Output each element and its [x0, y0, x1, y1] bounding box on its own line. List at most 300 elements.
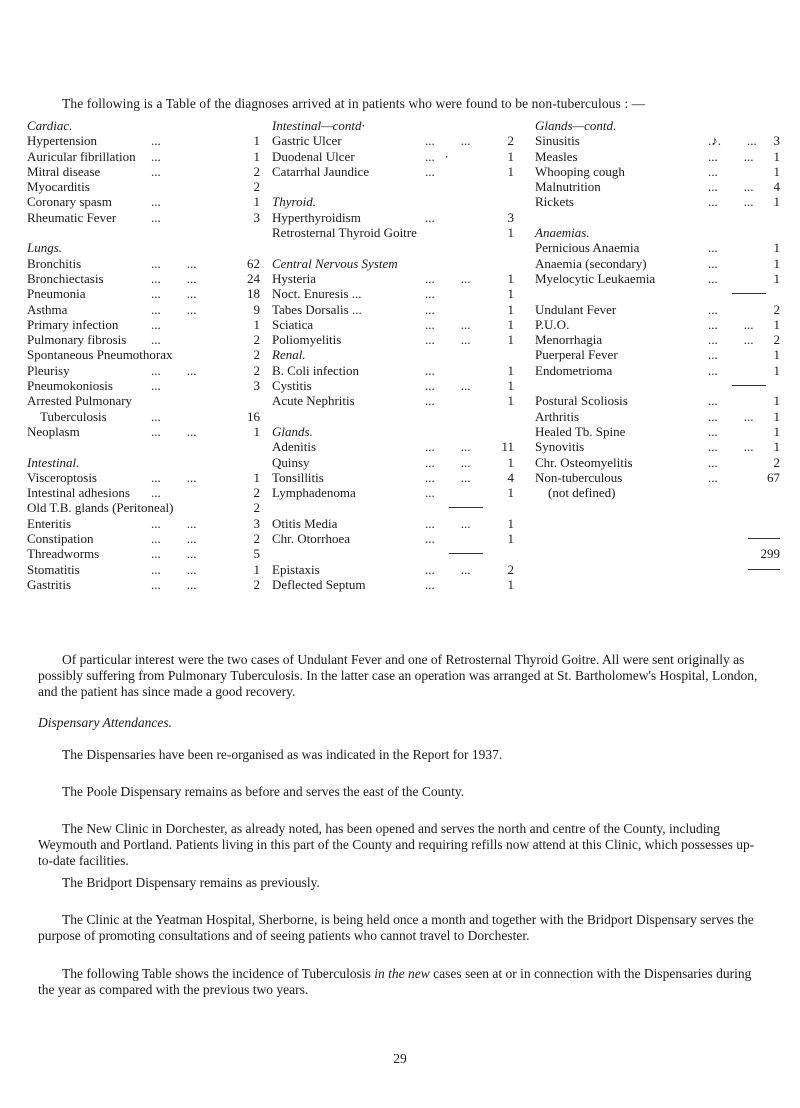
leader-dots: ... ... — [151, 561, 197, 577]
leader-dots: ... — [708, 454, 718, 470]
leader-dots: ... — [425, 286, 435, 302]
diagnosis-label: Postural Scoliosis — [535, 393, 628, 409]
diagnosis-row — [535, 255, 780, 271]
diagnosis-label: Puerperal Fever — [535, 347, 618, 363]
category-label: Glands. — [272, 423, 313, 439]
diagnosis-row — [27, 332, 260, 348]
diagnosis-label: Pleurisy — [27, 362, 70, 378]
leader-dots: ... — [708, 255, 718, 271]
leader-dots: ... ... — [151, 255, 197, 271]
diagnosis-count: 1 — [773, 347, 780, 363]
diagnosis-count: 1 — [773, 163, 780, 179]
leader-dots: ... — [708, 270, 718, 286]
diagnosis-label: Sinusitis — [535, 133, 580, 149]
diagnosis-count: 1 — [507, 163, 514, 179]
diagnosis-label: Otitis Media — [272, 515, 338, 531]
leader-dots: ... — [425, 301, 435, 317]
section-heading: Dispensary Attendances. — [38, 715, 172, 730]
diagnosis-count: 3 — [507, 209, 514, 225]
spacer-row — [27, 439, 79, 454]
diagnosis-count: 1 — [507, 378, 514, 394]
category-heading — [272, 194, 398, 209]
paragraph-poole: The Poole Dispensary remains as before and serves the east of the County. — [62, 784, 465, 799]
category-heading — [272, 347, 398, 362]
diagnosis-label: Non-tuberculous — [535, 469, 623, 485]
paragraph-yeatman: The Clinic at the Yeatman Hospital, Sherborne, is being held once a month and together with the Bridport Dispensary serves the purpose of promoting consultations and of seeing patients who cannot travel to Dorchester. — [38, 912, 754, 943]
notes-paragraph: Of particular interest were the two cases of Undulant Fever and one of Retrosternal Thyroid Goitre. All were sent originally as possibly suffering from Pulmonary Tuberculosis. In the latter case an operation was arranged at St. Bartholomew's Hospital, London, and the patient has since made a good recovery. — [38, 652, 758, 699]
leader-dots: ... ... — [151, 270, 197, 286]
diagnosis-row — [272, 133, 514, 149]
diagnosis-row — [27, 347, 260, 363]
leader-dots: ... — [151, 194, 161, 210]
leader-dots: ... — [151, 332, 161, 348]
leader-dots: ... — [425, 393, 435, 409]
diagnosis-count: 1 — [773, 255, 780, 271]
diagnosis-count: 1 — [507, 576, 514, 592]
diagnosis-label: Intestinal adhesions — [27, 485, 130, 501]
diagnosis-label: Malnutrition — [535, 179, 601, 195]
diagnosis-row — [272, 301, 514, 317]
diagnosis-label: Catarrhal Jaundice — [272, 163, 370, 179]
diagnosis-count: 2 — [253, 332, 260, 348]
diagnosis-count: 1 — [253, 423, 260, 439]
diagnosis-count: 299 — [760, 546, 780, 562]
leader-dots: ... ... — [151, 515, 197, 531]
diagnosis-row — [272, 362, 514, 378]
leader-dots: ... ... — [425, 332, 471, 348]
leader-dots: ... ... — [708, 332, 754, 348]
diagnosis-label: Myocarditis — [27, 179, 90, 195]
diagnosis-row — [535, 454, 780, 470]
diagnosis-count: 2 — [253, 179, 260, 195]
diagnosis-count: 2 — [253, 500, 260, 516]
diagnosis-count: 1 — [773, 148, 780, 164]
diagnosis-label: Arthritis — [535, 408, 580, 424]
category-heading — [27, 240, 79, 255]
diagnosis-count: 1 — [507, 225, 514, 241]
diagnosis-label: Asthma — [27, 301, 68, 317]
diagnosis-count: 4 — [507, 469, 514, 485]
diagnosis-count: 3 — [253, 209, 260, 225]
diagnosis-count: 3 — [773, 133, 780, 149]
leader-dots: ... — [425, 485, 435, 501]
diagnosis-row — [27, 179, 260, 195]
leader-dots: ... — [425, 209, 435, 225]
separator-rule — [449, 553, 483, 554]
diagnosis-count: 1 — [773, 194, 780, 210]
diagnosis-label: Neoplasm — [27, 423, 80, 439]
diagnosis-row — [535, 148, 780, 164]
diagnosis-label: Measles — [535, 148, 578, 164]
diagnosis-label: Sciatica — [272, 316, 314, 332]
diagnosis-count: 1 — [507, 301, 514, 317]
diagnosis-row — [27, 148, 260, 164]
diagnosis-row — [272, 225, 514, 241]
diagnosis-row — [535, 270, 780, 286]
diagnosis-count: 1 — [507, 485, 514, 501]
diagnosis-count: 1 — [773, 316, 780, 332]
category-label: Thyroid. — [272, 194, 316, 210]
diagnosis-row — [535, 423, 780, 439]
diagnosis-label: Visceroptosis — [27, 469, 97, 485]
diagnosis-count: 2 — [773, 332, 780, 348]
diagnosis-row — [27, 270, 260, 286]
category-label: Intestinal—contd· — [272, 118, 365, 133]
leader-dots: ... ... — [425, 515, 471, 531]
diagnosis-label: Lymphadenoma — [272, 485, 356, 501]
leader-dots: ... — [708, 362, 718, 378]
diagnosis-count: 2 — [253, 347, 260, 363]
diagnosis-label: Pneumokoniosis — [27, 378, 113, 394]
diagnosis-row — [27, 194, 260, 210]
leader-dots: ... — [708, 423, 718, 439]
diagnosis-row — [27, 515, 260, 531]
category-heading — [27, 455, 79, 470]
diagnosis-label: Tuberculosis — [40, 408, 107, 424]
leader-dots: ... ... — [708, 408, 754, 424]
diagnosis-row — [272, 270, 514, 286]
diagnosis-row — [27, 500, 260, 516]
diagnosis-row — [27, 301, 260, 317]
separator-rule — [732, 385, 766, 386]
diagnosis-count: 1 — [773, 408, 780, 424]
leader-dots: ... ... — [151, 362, 197, 378]
leader-dots: ... — [425, 576, 435, 592]
diagnosis-count: 11 — [501, 439, 514, 455]
diagnosis-row — [27, 546, 260, 562]
diagnosis-count: 4 — [773, 179, 780, 195]
diagnosis-label: Pulmonary fibrosis — [27, 332, 127, 348]
leader-dots: ... — [151, 485, 161, 501]
rule-row — [535, 378, 616, 393]
diagnosis-label: Arrested Pulmonary — [27, 393, 133, 409]
spacer-row — [272, 179, 398, 194]
leader-dots: ... ... — [425, 270, 471, 286]
leader-dots: ... — [151, 133, 161, 149]
diagnosis-label: Quinsy — [272, 454, 310, 470]
diagnosis-row — [27, 163, 260, 179]
category-heading — [272, 424, 398, 439]
diagnosis-row — [27, 378, 260, 394]
diagnosis-label: Tonsillitis — [272, 469, 324, 485]
paragraph-bridport: The Bridport Dispensary remains as previously. — [62, 875, 320, 890]
leader-dots: ... ... — [425, 469, 471, 485]
rule-row — [535, 286, 616, 301]
leader-dots: ... ... — [151, 286, 197, 302]
diagnosis-label: Anaemia (secondary) — [535, 255, 647, 271]
diagnosis-count: 1 — [253, 316, 260, 332]
leader-dots: ... — [151, 378, 161, 394]
diagnosis-label: Endometrioma — [535, 362, 613, 378]
diagnosis-label: Adenitis — [272, 439, 317, 455]
diagnosis-count: 1 — [507, 148, 514, 164]
category-label: Cardiac. — [27, 118, 73, 133]
diagnosis-count: 1 — [253, 469, 260, 485]
diagnosis-row — [272, 378, 514, 394]
diagnosis-label: Rickets — [535, 194, 574, 210]
diagnosis-row — [27, 531, 260, 547]
leader-dots: ... — [425, 531, 435, 547]
leader-dots: ... — [708, 301, 718, 317]
diagnosis-count: 2 — [253, 163, 260, 179]
diagnosis-label: Bronchitis — [27, 255, 82, 271]
diagnosis-row — [272, 531, 514, 547]
diagnosis-row — [27, 561, 260, 577]
diagnosis-count: 1 — [507, 286, 514, 302]
diagnosis-label: Noct. Enuresis ... — [272, 286, 362, 302]
leader-dots: ... ... — [151, 576, 197, 592]
rule-row — [272, 546, 398, 561]
leader-dots: ... ... — [708, 179, 754, 195]
leader-dots: ... ... — [425, 439, 471, 455]
leader-dots: ... ... — [708, 194, 754, 210]
category-label: Renal. — [272, 347, 306, 363]
spacer-row — [27, 225, 79, 240]
leader-dots: ... — [151, 148, 161, 164]
separator-rule — [449, 507, 483, 508]
diagnosis-row — [27, 423, 260, 439]
leader-dots: ... — [151, 209, 161, 225]
diagnosis-label: Undulant Fever — [535, 301, 617, 317]
diagnosis-row — [535, 347, 780, 363]
leader-dots: ... ... — [425, 454, 471, 470]
leader-dots: ... — [708, 393, 718, 409]
category-label: Anaemias. — [535, 225, 590, 241]
diagnosis-label: P.U.O. — [535, 316, 570, 332]
leader-dots: ... — [708, 240, 718, 256]
diagnosis-column-1 — [27, 118, 260, 592]
diagnosis-row — [27, 485, 260, 501]
diagnosis-row — [535, 469, 780, 485]
diagnosis-label: Hyperthyroidism — [272, 209, 361, 225]
diagnosis-row — [272, 469, 514, 485]
rule-row — [272, 500, 398, 515]
diagnosis-count: 1 — [507, 393, 514, 409]
category-label: Central Nervous System — [272, 255, 398, 271]
diagnosis-row — [535, 133, 780, 149]
paragraph-new-clinic: The New Clinic in Dorchester, as already noted, has been opened and serves the north and centre of the County, including Weymouth and Portland. Patients living in this part of the County and requiring refills now attend at this Clinic, which possesses up-to-date facilities. — [38, 821, 755, 868]
diagnosis-row — [27, 408, 260, 424]
diagnosis-label: Menorrhagia — [535, 332, 603, 348]
diagnosis-count: 5 — [253, 546, 260, 562]
spacer-row — [535, 500, 616, 515]
leader-dots: ... ... — [151, 469, 197, 485]
leader-dots: ... — [708, 469, 718, 485]
leader-dots: ... ... — [425, 561, 471, 577]
diagnosis-label: Rheumatic Fever — [27, 209, 117, 225]
leader-dots: ... ... — [151, 423, 197, 439]
diagnosis-count: 1 — [507, 515, 514, 531]
diagnosis-row — [272, 439, 514, 455]
diagnosis-label: Epistaxis — [272, 561, 320, 577]
leader-dots: ... ... — [151, 301, 197, 317]
diagnosis-count: 9 — [253, 301, 260, 317]
paragraph-reorganised: The Dispensaries have been re-organised as was indicated in the Report for 1937. — [62, 747, 503, 762]
diagnosis-label: Myelocytic Leukaemia — [535, 270, 656, 286]
diagnosis-row — [272, 209, 514, 225]
diagnosis-row — [535, 546, 780, 562]
diagnosis-row — [535, 316, 780, 332]
diagnosis-row — [272, 485, 514, 501]
diagnosis-count: 2 — [253, 362, 260, 378]
rule-row — [535, 531, 616, 546]
spacer-row — [272, 409, 398, 424]
diagnosis-count: 1 — [507, 362, 514, 378]
diagnosis-column-3 — [535, 118, 780, 577]
leader-dots: ... ... — [708, 316, 754, 332]
diagnosis-label: Auricular fibrillation — [27, 148, 136, 164]
diagnosis-count: 2 — [253, 485, 260, 501]
diagnosis-label: Retrosternal Thyroid Goitre — [272, 225, 417, 241]
diagnosis-row — [272, 561, 514, 577]
diagnosis-label: Deflected Septum — [272, 576, 366, 592]
diagnosis-row — [272, 454, 514, 470]
separator-rule — [748, 538, 780, 539]
separator-rule — [748, 569, 780, 570]
leader-dots: ... — [425, 163, 435, 179]
diagnosis-count: 62 — [247, 255, 260, 271]
diagnosis-label: Chr. Otorrhoea — [272, 531, 350, 547]
diagnosis-label: (not defined) — [548, 485, 616, 501]
leader-dots: ... — [151, 316, 161, 332]
diagnosis-label: Threadworms — [27, 546, 100, 562]
category-heading — [272, 118, 398, 133]
diagnosis-label: Poliomyelitis — [272, 332, 342, 348]
diagnosis-label: Pneumonia — [27, 286, 86, 302]
diagnosis-count: 1 — [773, 362, 780, 378]
diagnosis-label: Pernicious Anaemia — [535, 240, 640, 256]
category-label: Intestinal. — [27, 454, 80, 470]
diagnosis-row — [27, 286, 260, 302]
leader-dots: ... ... — [151, 546, 197, 562]
diagnosis-column-2 — [272, 118, 514, 592]
leader-dots: ... — [151, 163, 161, 179]
diagnosis-count: 2 — [507, 133, 514, 149]
diagnosis-count: 1 — [507, 454, 514, 470]
diagnosis-label: Cystitis — [272, 378, 312, 394]
diagnosis-count: 3 — [253, 378, 260, 394]
category-label: Lungs. — [27, 240, 63, 256]
diagnosis-row — [272, 332, 514, 348]
leader-dots: .♪. ... — [708, 133, 757, 149]
diagnosis-label: Hysteria — [272, 270, 317, 286]
leader-dots: ... — [151, 408, 161, 424]
diagnosis-row — [535, 240, 780, 256]
diagnosis-label: Gastric Ulcer — [272, 133, 342, 149]
diagnosis-row — [27, 393, 133, 409]
diagnosis-row — [27, 362, 260, 378]
diagnosis-count: 1 — [773, 439, 780, 455]
diagnosis-count: 67 — [767, 469, 780, 485]
diagnosis-count: 1 — [773, 240, 780, 256]
diagnosis-row — [535, 439, 780, 455]
diagnosis-label: Healed Tb. Spine — [535, 423, 626, 439]
diagnosis-label: Old T.B. glands (Peritoneal) — [27, 500, 174, 516]
diagnosis-label: Acute Nephritis — [272, 393, 355, 409]
diagnosis-label: Tabes Dorsalis ... — [272, 301, 362, 317]
paragraph-following-table: The following Table shows the incidence of Tuberculosis in the new cases seen at or in connection with the Dispensaries during the year as compared with the previous two years. — [38, 966, 752, 997]
category-heading — [535, 118, 616, 133]
diagnosis-count: 1 — [773, 270, 780, 286]
diagnosis-count: 1 — [507, 270, 514, 286]
diagnosis-count: 1 — [773, 393, 780, 409]
category-heading — [535, 225, 616, 240]
diagnosis-row — [272, 148, 514, 164]
diagnosis-row — [272, 515, 514, 531]
diagnosis-row — [272, 286, 514, 302]
diagnosis-count: 1 — [253, 561, 260, 577]
diagnosis-count: 2 — [507, 561, 514, 577]
diagnosis-row — [27, 255, 260, 271]
diagnosis-count: 2 — [253, 576, 260, 592]
diagnosis-row — [272, 393, 514, 409]
diagnosis-row — [272, 576, 514, 592]
diagnosis-count: 1 — [507, 332, 514, 348]
leader-dots: ... — [425, 362, 435, 378]
diagnosis-label: Gastritis — [27, 576, 72, 592]
leader-dots: ... ... — [151, 531, 197, 547]
spacer-row — [272, 240, 398, 255]
category-heading — [272, 256, 398, 271]
diagnosis-row — [27, 316, 260, 332]
leader-dots: ... ... — [425, 133, 471, 149]
diagnosis-count: 2 — [253, 531, 260, 547]
diagnosis-count: 1 — [253, 194, 260, 210]
diagnosis-label: Bronchiectasis — [27, 270, 104, 286]
diagnosis-row — [27, 209, 260, 225]
leader-dots: ... ... — [425, 378, 471, 394]
diagnosis-row — [27, 469, 260, 485]
diagnosis-label: Primary infection — [27, 316, 119, 332]
separator-rule — [732, 293, 766, 294]
diagnosis-label: Coronary spasm — [27, 194, 112, 210]
rule-row — [535, 562, 616, 577]
diagnosis-row — [272, 316, 514, 332]
diagnosis-count: 1 — [507, 531, 514, 547]
diagnosis-count: 2 — [773, 454, 780, 470]
leader-dots: ... — [708, 163, 718, 179]
diagnosis-row — [27, 133, 260, 149]
diagnosis-row — [535, 332, 780, 348]
category-label: Glands—contd. — [535, 118, 617, 133]
diagnosis-label: Whooping cough — [535, 163, 625, 179]
diagnosis-count: 1 — [253, 133, 260, 149]
diagnosis-count: 2 — [773, 301, 780, 317]
diagnosis-row — [535, 485, 616, 500]
leader-dots: ... ... — [425, 316, 471, 332]
diagnosis-label: Mitral disease — [27, 163, 101, 179]
diagnosis-label: Duodenal Ulcer — [272, 148, 355, 164]
spacer-row — [535, 210, 616, 225]
diagnosis-label: B. Coli infection — [272, 362, 360, 378]
diagnosis-row — [535, 408, 780, 424]
diagnosis-count: 18 — [247, 286, 260, 302]
category-heading — [27, 118, 79, 133]
diagnosis-row — [535, 393, 780, 409]
spacer-row — [535, 516, 616, 531]
diagnosis-label: Constipation — [27, 531, 94, 547]
diagnosis-label: Spontaneous Pneumothorax — [27, 347, 173, 363]
table-intro: The following is a Table of the diagnoses arrived at in patients who were found to be non-tuberculous : — — [62, 96, 646, 111]
diagnosis-label: Stomatitis — [27, 561, 80, 577]
diagnosis-row — [535, 362, 780, 378]
diagnosis-row — [535, 194, 780, 210]
diagnosis-count: 24 — [247, 270, 260, 286]
diagnosis-label: Enteritis — [27, 515, 72, 531]
leader-dots: ... — [708, 347, 718, 363]
page-number: 29 — [393, 1051, 407, 1066]
diagnosis-row — [27, 576, 260, 592]
